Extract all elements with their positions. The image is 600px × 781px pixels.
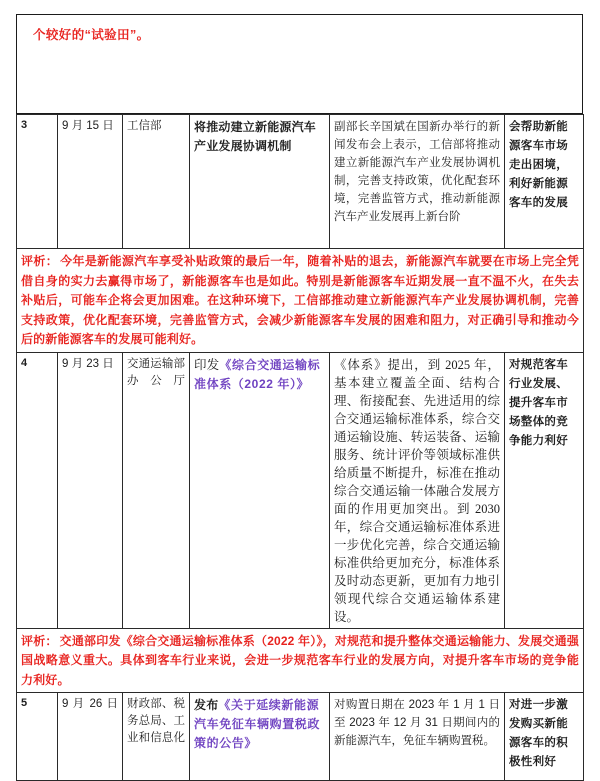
top-fragment-text: 个较好的“试验田”。 (33, 28, 150, 42)
row-impact: 对规范客车行业发展、提升客车市场整体的竞争能力利好 (509, 358, 568, 447)
top-continuation-box (16, 14, 583, 114)
row-department: 财政部、税务总局、工业和信息化 (127, 698, 185, 744)
row-number-cell (17, 115, 58, 249)
commentary-body: 今年是新能源汽车享受补贴政策的最后一年，随着补贴的退去，新能源汽车就要在市场上完全凭借自身的实力去赢得市场了，新能源客车也是如此。特别是新能源客车近期发展一直不温不火，在失去补贴后，可能车企将会更加困难。在这种环境下，工信部推动建立新能源汽车产业发展协调机制，完善支持政策，优化配套环境，完善监管方式，会减少新能源客车发展的困难和阻力，对正确引导和推动今后的新能源客车的发展可能利好。 (21, 254, 580, 346)
row-number: 4 (21, 356, 28, 369)
row-impact-cell (505, 115, 584, 249)
row-title-lead: 发布 (194, 698, 219, 712)
row-description-cell (330, 693, 505, 781)
policy-table (16, 114, 584, 781)
row-date: 9 月 26 日 (62, 698, 118, 710)
row-department-cell (123, 693, 190, 781)
commentary-text (21, 632, 579, 691)
table-row (17, 693, 584, 781)
row-description-cell (330, 115, 505, 249)
table-row (17, 115, 584, 249)
row-number-cell (17, 352, 58, 628)
row-document-title: 《关于延续新能源汽车免征车辆购置税政策的公告》 (194, 698, 321, 750)
commentary-body: 交通部印发《综合交通运输标准体系（2022 年）》，对规范和提升整体交通运输能力、发展交通强国战略意义重大。具体到客车行业来说，会进一步规范客车行业的发展方向，对提升客车市场的竞争能力利好。 (21, 633, 580, 687)
row-title-lead: 印发 (194, 357, 220, 372)
commentary-cell (17, 628, 584, 693)
row-title-cell (190, 693, 330, 781)
row-number: 3 (21, 119, 28, 131)
row-department: 交通运输部办公厅 (127, 357, 185, 387)
commentary-label: 评析： (21, 254, 59, 268)
row-department: 工信部 (127, 120, 162, 132)
row-description-cell (330, 352, 505, 628)
row-date: 9 月 15 日 (62, 120, 114, 132)
row-title-cell (190, 115, 330, 249)
row-date-cell (58, 115, 123, 249)
row-title-cell (190, 352, 330, 628)
row-title (194, 696, 325, 753)
row-date-cell (58, 693, 123, 781)
table-row (17, 352, 584, 628)
row-title: 将推动建立新能源汽车产业发展协调机制 (194, 120, 317, 153)
commentary-row (17, 628, 584, 693)
commentary-cell (17, 249, 584, 353)
row-department-cell (123, 115, 190, 249)
commentary-row (17, 249, 584, 353)
row-impact: 对进一步激发购买新能源客车的积极性利好 (509, 699, 568, 768)
row-document-title: 《综合交通运输标准体系（2022 年）》 (194, 357, 321, 391)
row-impact-cell (505, 693, 584, 781)
commentary-label: 评析： (21, 633, 58, 648)
row-description: 副部长辛国斌在国新办举行的新闻发布会上表示，工信部将推动建立新能源汽车产业发展协调机制，完善支持政策，优化配套环境，完善监管方式，推动新能源汽车产业发展再上新台阶 (334, 121, 500, 223)
row-number: 5 (21, 697, 28, 709)
row-date-cell (58, 352, 123, 628)
commentary-text (21, 252, 579, 350)
row-number-cell (17, 693, 58, 781)
row-description: 对购置日期在 2023 年 1 月 1 日至 2023 年 12 月 31 日期间内的新能源汽车，免征车辆购置税。 (334, 699, 500, 747)
row-title (194, 356, 325, 394)
policy-table-wrapper (16, 114, 583, 781)
row-impact-cell (505, 352, 584, 628)
row-department-cell (123, 352, 190, 628)
row-date: 9 月 23 日 (62, 357, 114, 370)
row-description: 《体系》提出，到 2025 年，基本建立覆盖全面、结构合理、衔接配套、先进适用的综合交通运输标准体系，综合交通运输设施、转运装备、运输服务、统计评价等领域标准供给质量不断提升，标准在推动综合交通运输一体融合发展方面的作用更加突出。到 2030 年，综合交通运输标准体系进一步优化完善，综合交通运输标准供给更加充分，标准体系及时动态更新，更加有力地引领现代综合交通运输体系建设。 (334, 357, 500, 624)
row-impact: 会帮助新能源客车市场走出困境，利好新能源客车的发展 (509, 121, 568, 209)
